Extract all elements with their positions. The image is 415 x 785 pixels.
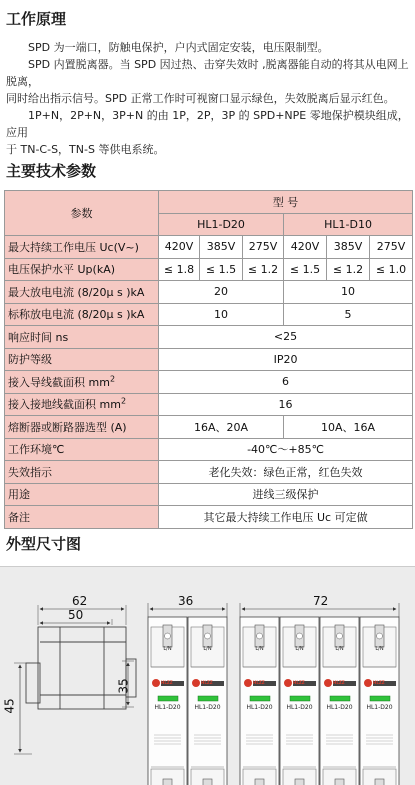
principle-para-3b: 于 TN-C-S，TN-S 等供电系统。 <box>6 143 165 156</box>
cell: 16A、20A <box>159 416 284 439</box>
table-row <box>5 258 413 281</box>
cell: 16 <box>159 393 413 416</box>
row-label: 响应时间 ns <box>5 326 159 349</box>
cell: ≤ 1.5 <box>284 258 327 281</box>
table-row <box>5 236 413 259</box>
module-brand: HLZZ <box>161 680 173 685</box>
module-model: HL1-D20 <box>246 704 273 711</box>
module-model: HL1-D20 <box>366 704 393 711</box>
table-row <box>5 303 413 326</box>
dimension-drawing <box>0 566 415 785</box>
cell: 20 <box>159 281 284 304</box>
table-row <box>5 393 413 416</box>
principle-para-2b: 同时给出指示信号。SPD 正常工作时可视窗口显示绿色，失效脱离后显示红色。 <box>6 92 395 105</box>
table-row <box>5 461 413 484</box>
table-row <box>5 438 413 461</box>
cell: ≤ 1.8 <box>159 258 200 281</box>
principle-para-1: SPD 为一端口，防触电保护，户内式固定安装，电压限制型。 <box>28 41 329 54</box>
row-label-sup: 2 <box>109 374 116 384</box>
cell: 385V <box>327 236 370 259</box>
module-brand: HLZZ <box>373 680 385 685</box>
table-row <box>5 506 413 529</box>
model-header: 型 号 <box>159 191 413 214</box>
principle-text <box>6 39 410 158</box>
module-model: HL1-D20 <box>194 704 221 711</box>
cell: ≤ 1.5 <box>200 258 243 281</box>
row-label: 工作环境℃ <box>5 438 159 461</box>
module-brand: HLZZ <box>253 680 265 685</box>
cell: -40℃～+85℃ <box>159 438 413 461</box>
cell: ≤ 1.0 <box>370 258 413 281</box>
row-label-text: 接入导线截面积 mm <box>8 375 110 389</box>
dim-50: 50 <box>68 608 84 622</box>
model-b: HL1-D10 <box>284 213 413 236</box>
row-label <box>5 371 159 394</box>
param-header: 参数 <box>5 191 159 236</box>
module-ln: L/N <box>375 646 384 652</box>
module-brand: HLZZ <box>293 680 305 685</box>
cell: 420V <box>284 236 327 259</box>
cell: <25 <box>159 326 413 349</box>
module-ln: L/N <box>335 646 344 652</box>
module-ln: L/N <box>255 646 264 652</box>
row-label: 最大持续工作电压 Uc(V~) <box>5 236 159 259</box>
model-a: HL1-D20 <box>159 213 284 236</box>
module-ln: L/N <box>295 646 304 652</box>
module-ln: L/N <box>163 646 172 652</box>
row-label: 最大放电电流 (8/20μ s )kA <box>5 281 159 304</box>
cell: ≤ 1.2 <box>243 258 284 281</box>
table-row <box>5 281 413 304</box>
cell: 420V <box>159 236 200 259</box>
dim-45: 45 <box>2 698 17 714</box>
section-title-specs: 主要技术参数 <box>6 162 97 180</box>
table-row <box>5 483 413 506</box>
row-label <box>5 393 159 416</box>
cell: IP20 <box>159 348 413 371</box>
row-label: 防护等级 <box>5 348 159 371</box>
section-title-dimensions: 外型尺寸图 <box>6 535 82 553</box>
cell: 10A、16A <box>284 416 413 439</box>
cell: 10 <box>284 281 413 304</box>
module-model: HL1-D20 <box>154 704 181 711</box>
row-label: 备注 <box>5 506 159 529</box>
dim-36: 36 <box>178 594 194 608</box>
cell: 275V <box>243 236 284 259</box>
table-row <box>5 326 413 349</box>
cell: 6 <box>159 371 413 394</box>
cell: ≤ 1.2 <box>327 258 370 281</box>
row-label: 熔断器或断路器选型 (A) <box>5 416 159 439</box>
module-ln: L/N <box>203 646 212 652</box>
principle-para-3a: 1P+N，2P+N，3P+N 的由 1P，2P，3P 的 SPD+NPE 零地保护模块组成，应用 <box>6 109 409 139</box>
row-label-text: 接入接地线截面积 mm <box>8 398 121 412</box>
cell: 进线三级保护 <box>159 483 413 506</box>
dim-72: 72 <box>313 594 329 608</box>
table-row <box>5 416 413 439</box>
row-label-sup: 2 <box>120 396 127 406</box>
cell: 10 <box>159 303 284 326</box>
cell: 385V <box>200 236 243 259</box>
cell: 5 <box>284 303 413 326</box>
table-row <box>5 348 413 371</box>
principle-para-2a: SPD 内置脱离器。当 SPD 因过热、击穿失效时 ,脱离器能自动的将其从电网上脱离， <box>6 58 409 88</box>
cell: 275V <box>370 236 413 259</box>
row-label: 标称放电电流 (8/20μ s )kA <box>5 303 159 326</box>
table-row <box>5 371 413 394</box>
module-labels <box>0 567 415 785</box>
module-brand: HLZZ <box>333 680 345 685</box>
cell: 老化失效：绿色正常，红色失效 <box>159 461 413 484</box>
spec-table <box>4 190 413 529</box>
row-label: 用途 <box>5 483 159 506</box>
module-brand: HLZZ <box>201 680 213 685</box>
module-model: HL1-D20 <box>286 704 313 711</box>
module-model: HL1-D20 <box>326 704 353 711</box>
section-title-principle: 工作原理 <box>6 10 67 28</box>
dim-35: 35 <box>116 678 131 694</box>
row-label: 失效指示 <box>5 461 159 484</box>
cell: 其它最大持续工作电压 Uc 可定做 <box>159 506 413 529</box>
row-label: 电压保护水平 Up(kA) <box>5 258 159 281</box>
dim-62: 62 <box>72 594 88 608</box>
